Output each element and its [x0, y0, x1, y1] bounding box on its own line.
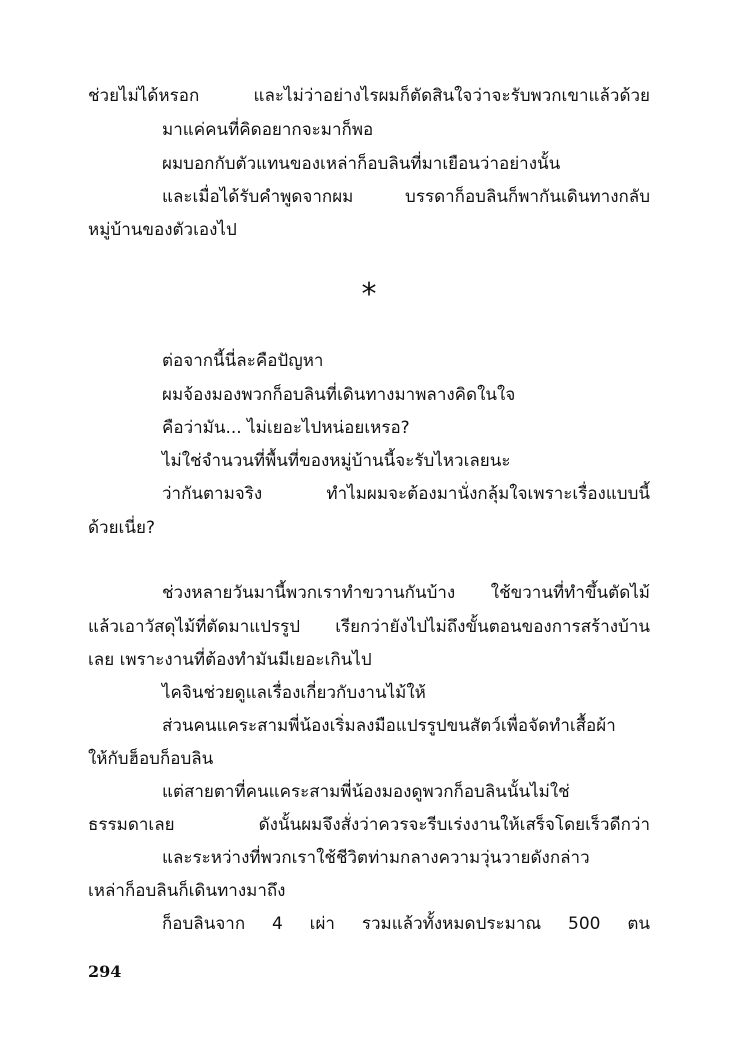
text-line: ไคจินช่วยดูแลเรื่องเกี่ยวกับงานไม้ให้ [162, 683, 426, 703]
text-line: และเมื่อได้รับคำพูดจากผม บรรดาก็อบลินก็พากันเดินทางกลับ [162, 187, 650, 207]
text-line: ว่ากันตามจริง ทำไมผมจะต้องมานั่งกลุ้มใจเพราะเรื่องแบบนี้ [162, 484, 650, 504]
text-line: มาแค่คนที่คิดอยากจะมาก็พอ [162, 120, 374, 140]
text-line: และระหว่างที่พวกเราใช้ชีวิตท่ามกลางความวุ่นวายดังกล่าว [162, 848, 590, 868]
text-line: ก็อบลินจาก 4 เผ่า รวมแล้วทั้งหมดประมาณ 500 ตน [162, 914, 650, 934]
text-line: ช่วงหลายวันมานี้พวกเราทำขวานกันบ้าง ใช้ขวานที่ทำขึ้นตัดไม้ [162, 583, 650, 603]
page-number: 294 [88, 962, 122, 981]
text-line: ผมบอกกับตัวแทนของเหล่าก็อบลินที่มาเยือนว่าอย่างนั้น [162, 154, 561, 174]
text-line: ให้กับฮ็อบก็อบลิน [88, 749, 214, 769]
text-line: ไม่ใช่จำนวนที่พื้นที่ของหมู่บ้านนี้จะรับไหวเลยนะ [162, 451, 511, 471]
text-line: เลย เพราะงานที่ต้องทำมันมีเยอะเกินไป [88, 650, 372, 670]
text-line: เหล่าก็อบลินก็เดินทางมาถึง [88, 881, 286, 901]
text-line: แล้วเอาวัสดุไม้ที่ตัดมาแปรรูป เรียกว่ายังไปไม่ถึงขั้นตอนของการสร้างบ้าน [88, 617, 650, 637]
text-line: ต่อจากนี้นี่ละคือปัญหา [162, 351, 324, 371]
text-line: ด้วยเนี่ย? [88, 518, 155, 538]
text-line: แต่สายตาที่คนแคระสามพี่น้องมองดูพวกก็อบลินนั้นไม่ใช่ [162, 782, 570, 802]
text-line: ธรรมดาเลย ดังนั้นผมจึงสั่งว่าควรจะรีบเร่งงานให้เสร็จโดยเร็วดีกว่า [88, 815, 650, 835]
text-line: ช่วยไม่ได้หรอก และไม่ว่าอย่างไรผมก็ตัดสินใจว่าจะรับพวกเขาแล้วด้วย [88, 86, 650, 106]
text-line: หมู่บ้านของตัวเองไป [88, 220, 237, 240]
text-line: ผมจ้องมองพวกก็อบลินที่เดินทางมาพลางคิดในใจ [162, 385, 516, 405]
scene-break-asterisk: * [361, 277, 377, 312]
text-line: ส่วนคนแคระสามพี่น้องเริ่มลงมือแปรรูปขนสัตว์เพื่อจัดทำเสื้อผ้า [162, 716, 616, 736]
text-line: คือว่ามัน... ไม่เยอะไปหน่อยเหรอ? [162, 418, 410, 438]
